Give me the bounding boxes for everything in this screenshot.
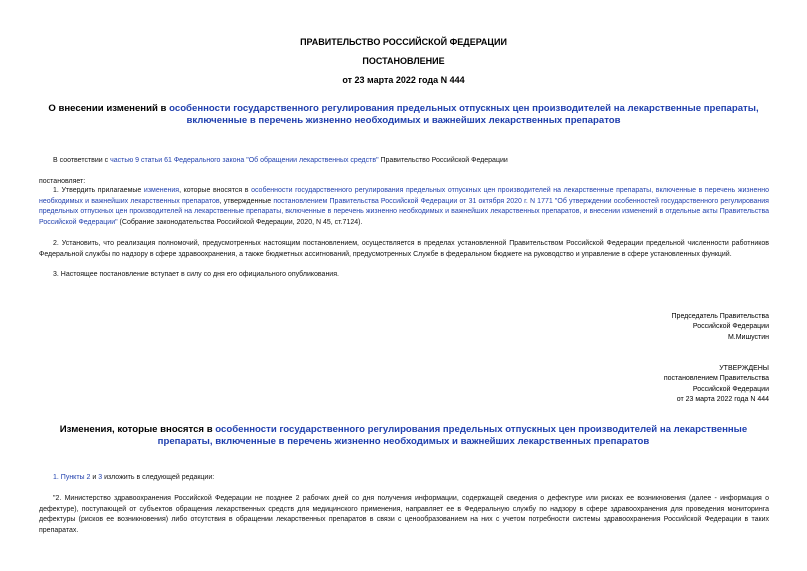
signature-line-1: Председатель Правительства (671, 313, 769, 320)
title-link[interactable]: особенности государственного регулирования предельных отпускных цен производителей на лекарственные препараты, включенные в перечень жизненно необходимых и важнейших лекарственных препаратов (169, 103, 759, 126)
approval-line-1: УТВЕРЖДЕНЫ (719, 365, 769, 372)
change-1-points-2-link[interactable]: 1. Пункты 2 (53, 474, 91, 481)
document-date-number: от 23 марта 2022 года N 444 (342, 75, 465, 85)
preamble (53, 156, 773, 167)
preamble-law-link[interactable]: частью 9 статьи 61 Федерального закона "Об обращении лекарственных средств" (110, 157, 379, 164)
government-heading: ПРАВИТЕЛЬСТВО РОССИЙСКОЙ ФЕДЕРАЦИИ (300, 37, 507, 47)
changes-title-link[interactable]: особенности государственного регулирования предельных отпускных цен производителей на лекарственные препараты, включенные в перечень жизненно необходимых и важнейших лекарственных препаратов (157, 424, 748, 447)
change-1-points-3-link[interactable]: 3 (98, 474, 103, 481)
item-1-resolution-link[interactable]: постановлением Правительства Российской Федерации от 31 октября 2020 г. N 1771 "Об утверждении особенностей государственного регулирования предельных отпускных цен производителей на лекарственные препараты, включенные в перечень жизненно необходимых и важнейших лекарственных препаратов, и внесении изменений в отдельные акты Правительства Российской Федерации" (39, 197, 769, 226)
approval-line-3: Российской Федерации (692, 385, 769, 393)
preamble-text-1: В соответствии с (53, 157, 111, 164)
document-type: ПОСТАНОВЛЕНИЕ (362, 56, 445, 66)
changes-title (50, 424, 757, 448)
document-title (40, 103, 767, 127)
signature-line-2: Российской Федерации (692, 323, 769, 331)
item-1-features-link[interactable]: особенности государственного регулирования предельных отпускных цен производителей на лекарственные препараты, включенные в перечень жизненно необходимых и важнейших лекарственных препаратов (39, 187, 770, 205)
item-1 (39, 186, 769, 228)
approval-block (664, 364, 769, 406)
item-1-text-4: (Собрание законодательства Российской Федерации, 2020, N 45, ст.7124). (117, 218, 363, 226)
title-prefix: О внесении изменений в (48, 103, 170, 114)
item-1-changes-link[interactable]: изменения (143, 187, 180, 194)
change-1-text-2: изложить в следующей редакции: (102, 474, 215, 481)
change-1-heading (53, 473, 768, 484)
item-1-text-2: , которые вносятся в (179, 187, 252, 194)
signature-line-3: М.Мишустин (727, 333, 769, 341)
item-2: 2. Установить, что реализация полномочий, предусмотренных настоящим постановлением, осуществляется в пределах установленной Правительством Российской Федерации предельной численности работников Федеральной службы по надзору в сфере здравоохранения, а также бюджетных ассигнований, предусмотренных Службе в федеральном бюджете на руководство и управление в сфере установленных функций. (39, 240, 769, 258)
item-3: 3. Настоящее постановление вступает в силу со дня его официального опубликования. (53, 271, 339, 278)
changes-title-prefix: Изменения, которые вносятся в (59, 424, 216, 435)
change-1-text-1: и (90, 474, 99, 481)
item-1-text-3: , утвержденные (219, 197, 274, 205)
change-1-text: "2. Министерство здравоохранения Российской Федерации не позднее 2 рабочих дней со дня получения информации, содержащей сведения о дефектуре или рисках ее возникновения (далее - информация о дефектуре), поступающей от субъектов обращения лекарственных средств для медицинского применения, направляет ее в Федеральную службу по надзору в сфере здравоохранения для проведения мониторинга дефектуры (рисков ее возникновения) либо отсутствия в обращении лекарственных препаратов в связи с ценообразованием на них с учетом потребности системы здравоохранения Российской Федерации в таких препаратах. (39, 495, 769, 534)
signature-block (672, 312, 769, 343)
decrees-word: постановляет: (39, 178, 86, 185)
approval-line-2: постановлением Правительства (663, 375, 769, 383)
preamble-text-2: Правительство Российской Федерации (378, 157, 508, 164)
approval-line-4: от 23 марта 2022 года N 444 (676, 396, 769, 404)
item-1-text-1: 1. Утвердить прилагаемые (53, 187, 144, 194)
